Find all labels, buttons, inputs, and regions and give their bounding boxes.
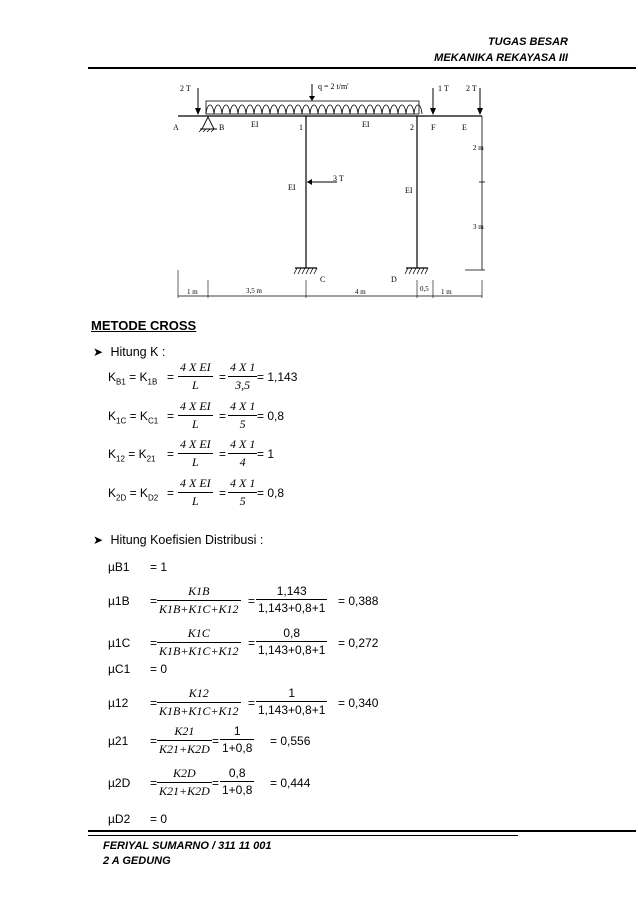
node-a: A (173, 123, 179, 132)
equals-sign: = (167, 370, 175, 384)
dim-l2: 3,5 m (246, 287, 262, 295)
u1c-frac-symbolic (157, 626, 241, 659)
load-f-label: 1 T (438, 84, 449, 93)
equals-sign: = (219, 409, 227, 423)
u1c-frac-numeric-denominator: 1,143+0,8+1 (258, 643, 326, 657)
u12-label: µ12 (108, 696, 129, 710)
u21-frac-numeric-denominator: 1+0,8 (222, 741, 253, 755)
load-left-label: 2 T (180, 84, 191, 93)
k-frac-numeric-denominator: 3,5 (228, 376, 257, 393)
ub1-value: = 1 (150, 560, 168, 574)
u12-frac-numeric-denominator: 1,143+0,8+1 (258, 703, 326, 717)
k-frac-numeric-denominator: 4 (228, 453, 257, 470)
equals-sign: = (150, 776, 158, 790)
uc1-label: µC1 (108, 662, 131, 676)
k-label-sub2: D2 (147, 493, 159, 503)
k-result: = 1 (257, 447, 275, 461)
ei-col2: EI (405, 186, 413, 195)
u21-frac-numeric-numerator: 1 (233, 724, 241, 738)
load-h-label: 3 T (333, 174, 344, 183)
u1c-label: µ1C (108, 636, 131, 650)
k-label (108, 486, 158, 502)
k-frac-symbolic-numerator: 4 X EI (180, 399, 211, 413)
dim-l5: 1 m (441, 288, 452, 296)
u12-frac-symbolic-numerator: K12 (188, 686, 209, 700)
k-frac-symbolic-denominator: L (178, 453, 213, 470)
equals-sign: = (219, 486, 227, 500)
u2d-frac-numeric-numerator: 0,8 (228, 766, 246, 780)
koef-title: Hitung Koefisien Distribusi : (110, 533, 264, 547)
bullet-koef (93, 533, 263, 547)
k-label-text: K (108, 447, 117, 461)
dim-l4: 0,5 (420, 285, 429, 293)
node-f: F (431, 123, 436, 132)
ei-b1: EI (251, 120, 259, 129)
u1c-frac-numeric (256, 626, 327, 657)
ud2-label: µD2 (108, 812, 131, 826)
k-frac-numeric (228, 437, 257, 470)
k-result: = 1,143 (257, 370, 298, 384)
equals-sign: = (150, 594, 158, 608)
u21-frac-symbolic-denominator: K21+K2D (159, 742, 210, 756)
u2d-label: µ2D (108, 776, 131, 790)
equals-sign: = (150, 734, 158, 748)
equals-sign: = (248, 696, 256, 710)
ud2-value: = 0 (150, 812, 168, 826)
k-label-eq: = K (124, 447, 147, 461)
k-label-text: K (108, 370, 117, 384)
k-label-text: K (108, 486, 117, 500)
node-e: E (462, 123, 467, 132)
k-label (108, 370, 157, 386)
k-frac-symbolic-numerator: 4 X EI (180, 360, 211, 374)
k-frac-symbolic-denominator: L (178, 415, 213, 432)
k-label-text: K (108, 409, 117, 423)
frame-figure (0, 0, 638, 310)
k-frac-numeric-numerator: 4 X 1 (230, 360, 256, 374)
k-frac-symbolic-denominator: L (178, 492, 213, 509)
equals-sign: = (150, 636, 158, 650)
u1b-frac-numeric-numerator: 1,143 (276, 584, 307, 598)
load-e-label: 2 T (466, 84, 477, 93)
equals-sign: = (167, 409, 175, 423)
u21-result: = 0,556 (270, 734, 311, 748)
equals-sign: = (150, 696, 158, 710)
arrow-bullet-icon: ➤ (93, 345, 104, 359)
equals-sign: = (167, 486, 175, 500)
u21-frac-numeric (220, 724, 254, 755)
k-label-sub1: 1C (116, 416, 127, 426)
k-frac-symbolic-denominator: L (178, 376, 213, 393)
footer-rule-bottom (88, 835, 518, 836)
equals-sign: = (219, 370, 227, 384)
hitung-k-title: Hitung K : (110, 345, 166, 359)
k-frac-numeric-denominator: 5 (228, 415, 257, 432)
footer-line1: FERIYAL SUMARNO / 311 11 001 (103, 840, 272, 852)
equals-sign: = (212, 734, 220, 748)
k-label-sub1: B1 (116, 377, 126, 387)
u1b-result: = 0,388 (338, 594, 379, 608)
k-result: = 0,8 (257, 486, 285, 500)
u21-frac-symbolic-numerator: K21 (174, 724, 195, 738)
k-frac-numeric-numerator: 4 X 1 (230, 437, 256, 451)
u12-frac-numeric-numerator: 1 (288, 686, 296, 700)
u1c-frac-symbolic-denominator: K1B+K1C+K12 (159, 644, 239, 658)
k-frac-numeric (228, 399, 257, 432)
arrow-bullet-icon: ➤ (93, 533, 104, 547)
node-d: D (391, 275, 397, 284)
k-label-sub2: C1 (147, 416, 159, 426)
k-frac-numeric-denominator: 5 (228, 492, 257, 509)
header-line1: TUGAS BESAR (487, 36, 568, 48)
k-frac-symbolic (178, 360, 213, 393)
node-1: 1 (299, 123, 303, 132)
equals-sign: = (212, 776, 220, 790)
k-frac-symbolic (178, 476, 213, 509)
node-c: C (320, 275, 326, 284)
dim-h1: 2 m (473, 144, 484, 152)
u1c-result: = 0,272 (338, 636, 379, 650)
section-title: METODE CROSS (91, 318, 197, 333)
k-label (108, 447, 156, 463)
u2d-result: = 0,444 (270, 776, 311, 790)
k-frac-symbolic (178, 399, 213, 432)
k-label-sub2: 21 (146, 454, 156, 464)
header-line2: MEKANIKA REKAYASA III (434, 52, 568, 64)
u2d-frac-symbolic-numerator: K2D (173, 766, 196, 780)
u21-label: µ21 (108, 734, 129, 748)
k-frac-numeric-numerator: 4 X 1 (230, 476, 256, 490)
ei-col1: EI (288, 183, 296, 192)
k-label-sub1: 2D (116, 493, 127, 503)
k-label-eq: = K (125, 370, 148, 384)
u21-frac-symbolic (157, 724, 212, 757)
ub1-label: µB1 (108, 560, 130, 574)
u2d-frac-numeric (220, 766, 254, 797)
u2d-frac-symbolic-denominator: K21+K2D (159, 784, 210, 798)
u1c-frac-symbolic-numerator: K1C (187, 626, 210, 640)
dim-h2: 3 m (473, 223, 484, 231)
k-frac-numeric (228, 360, 257, 393)
k-label-sub2: 1B (147, 377, 158, 387)
k-label-eq: = K (126, 486, 148, 500)
udl-label: q = 2 t/m' (318, 82, 349, 91)
u12-frac-numeric (256, 686, 327, 717)
node-b: B (219, 123, 225, 132)
k-frac-numeric-numerator: 4 X 1 (230, 399, 256, 413)
u1b-frac-symbolic-numerator: K1B (188, 584, 210, 598)
footer-line2: 2 A GEDUNG (103, 855, 171, 867)
dim-l3: 4 m (355, 288, 366, 296)
equals-sign: = (219, 447, 227, 461)
k-frac-symbolic-numerator: 4 X EI (180, 476, 211, 490)
k-frac-numeric (228, 476, 257, 509)
u1b-frac-numeric-denominator: 1,143+0,8+1 (258, 601, 326, 615)
u2d-frac-symbolic (157, 766, 212, 799)
k-frac-symbolic-numerator: 4 X EI (180, 437, 211, 451)
k-label (108, 409, 158, 425)
k-label-sub1: 12 (116, 454, 125, 464)
equals-sign: = (248, 636, 256, 650)
footer-rule-top (88, 830, 636, 832)
u1c-frac-numeric-numerator: 0,8 (283, 626, 301, 640)
u2d-frac-numeric-denominator: 1+0,8 (222, 783, 253, 797)
bullet-hitung-k (93, 345, 165, 359)
u1b-frac-symbolic-denominator: K1B+K1C+K12 (159, 602, 239, 616)
u1b-frac-symbolic (157, 584, 241, 617)
uc1-value: = 0 (150, 662, 168, 676)
equals-sign: = (248, 594, 256, 608)
k-label-eq: = K (126, 409, 148, 423)
u12-frac-symbolic (157, 686, 241, 719)
ei-12: EI (362, 120, 370, 129)
u12-result: = 0,340 (338, 696, 379, 710)
equals-sign: = (167, 447, 175, 461)
node-2: 2 (410, 123, 414, 132)
u12-frac-symbolic-denominator: K1B+K1C+K12 (159, 704, 239, 718)
k-result: = 0,8 (257, 409, 285, 423)
u1b-frac-numeric (256, 584, 327, 615)
u1b-label: µ1B (108, 594, 130, 608)
dim-l1: 1 m (187, 288, 198, 296)
k-frac-symbolic (178, 437, 213, 470)
